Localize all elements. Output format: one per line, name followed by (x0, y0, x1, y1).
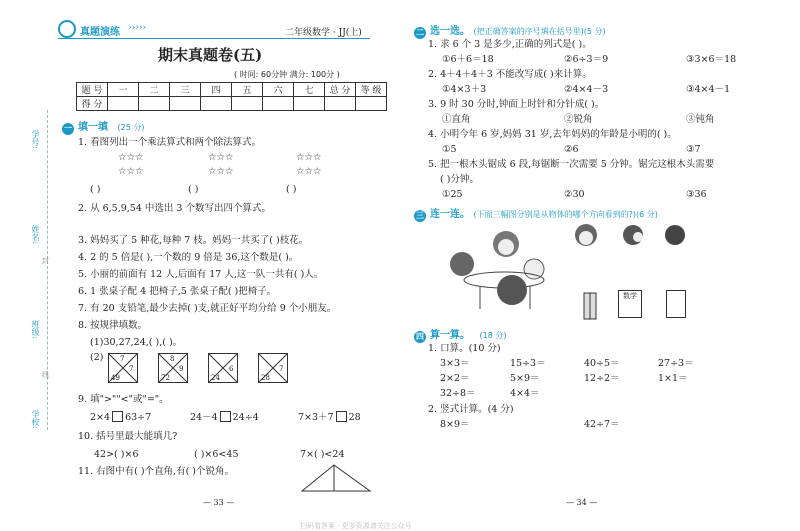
sidebar-mark: 线 (42, 371, 49, 379)
question: ( )分钟。 (440, 174, 479, 185)
score-cell: 五 (232, 83, 263, 97)
section-desc: (下面三幅图分别是从物体的哪个方向看到的?)(6 分) (473, 210, 658, 219)
calc-item: 32÷8＝ (440, 388, 476, 399)
option[interactable]: ③4×4－1 (686, 84, 731, 95)
section-desc: (把正确答案的序号填在括号里)(5 分) (473, 27, 606, 36)
sidebar-label-class: 班级: (31, 320, 40, 339)
score-input[interactable] (201, 97, 232, 111)
page-number: — 33 — (203, 498, 235, 507)
question: 5. 把一根木头锯成 6 段,每锯断一次需要 5 分钟。锯完这根木头需要 (428, 159, 715, 170)
section-title: 填一填 (78, 122, 108, 133)
option[interactable]: ①4×3＋3 (442, 84, 487, 95)
diagram-right: 6 (229, 365, 234, 373)
answer-blank[interactable]: ( ) (286, 184, 297, 195)
option[interactable]: ①5 (442, 144, 457, 155)
stars: ☆☆☆ (296, 166, 322, 177)
score-input[interactable] (263, 97, 294, 111)
calc-item: 42÷7＝ (584, 419, 620, 430)
calc-item: 3×3＝ (440, 358, 470, 369)
diagram-bottom: 24 (211, 374, 220, 382)
question: 1. 看图列出一个乘法算式和两个除法算式。 (78, 137, 262, 148)
compare-item: 24－4 24÷4 (190, 412, 259, 423)
score-cell: 三 (170, 83, 201, 97)
section-heading (414, 326, 506, 343)
score-table-row (77, 97, 387, 111)
section-title: 选一选。 (430, 26, 470, 37)
calc-item: 15÷3＝ (510, 358, 546, 369)
exam-subtitle: ( 时间: 60分钟 满分: 100分 ) (234, 70, 340, 79)
book-spine-icon (582, 292, 598, 320)
section-badge: 四 (416, 332, 424, 341)
option[interactable]: ①6＋6＝18 (442, 54, 494, 65)
calc-item: 8×9＝ (440, 419, 470, 430)
diagram-bottom: 72 (161, 374, 170, 382)
question: 4. 2 的 5 倍是( ),一个数的 9 倍是 36,这个数是( )。 (78, 252, 299, 263)
stars: ☆☆☆ (118, 152, 144, 163)
calc-item: 5×9＝ (510, 373, 540, 384)
section-badge: 三 (416, 211, 424, 220)
score-cell: 总 分 (325, 83, 356, 97)
header-rule (58, 38, 370, 39)
answer-blank[interactable]: ( ) (188, 184, 199, 195)
header-grade: 二年级数学 · JJ(上) (285, 28, 362, 38)
calc-item: 12÷2＝ (584, 373, 620, 384)
option[interactable]: ③7 (686, 144, 701, 155)
page-number: — 34 — (566, 498, 598, 507)
option[interactable]: ①直角 (442, 114, 471, 125)
question: 10. 括号里最大能填几? (78, 431, 178, 442)
score-input[interactable] (170, 97, 201, 111)
compare-box[interactable] (220, 411, 231, 422)
stars: ☆☆☆ (118, 166, 144, 177)
score-cell: 四 (201, 83, 232, 97)
footer-note: 扫码看答案 · 更多资源请关注公众号 (300, 522, 412, 530)
calc-item: 40÷5＝ (584, 358, 620, 369)
binding-line (47, 110, 48, 430)
score-cell: 二 (139, 83, 170, 97)
compare-item: 2×4 63÷7 (90, 412, 152, 423)
option[interactable]: ②6÷3＝9 (564, 54, 609, 65)
section-title: 算一算。 (430, 330, 470, 341)
question: 1. 口算。(10 分) (428, 343, 501, 354)
pattern-diagram (258, 353, 288, 383)
answer-blank[interactable]: ( ) (90, 184, 101, 195)
score-input[interactable] (356, 97, 387, 111)
score-input[interactable] (232, 97, 263, 111)
section-points: (18 分) (479, 331, 507, 340)
question: 5. 小丽的前面有 12 人,后面有 17 人,这一队一共有( )人。 (78, 269, 324, 280)
diagram-right: 7 (129, 365, 134, 373)
score-cell: 题 号 (77, 83, 108, 97)
stars: ☆☆☆ (208, 152, 234, 163)
answer-item: ( )×6<45 (194, 449, 239, 460)
option[interactable]: ③3×6＝18 (686, 54, 737, 65)
section-badge: 一 (64, 124, 72, 133)
diagram-bottom: 49 (111, 374, 120, 382)
pattern-diagram (108, 353, 138, 383)
score-input[interactable] (108, 97, 139, 111)
header-arrows: ››››› (128, 23, 146, 33)
question: 2. 竖式计算。(4 分) (428, 404, 514, 415)
page-title: 期末真题卷(五) (158, 46, 263, 64)
score-cell: 六 (263, 83, 294, 97)
option[interactable]: ①25 (442, 189, 463, 200)
question: 3. 妈妈买了 5 种花,每种 7 枝。妈妈一共买了( )枝花。 (78, 235, 309, 246)
answer-item: 42>( )×6 (94, 449, 139, 460)
option[interactable]: ③36 (686, 189, 707, 200)
stars: ☆☆☆ (296, 152, 322, 163)
book-label: 数学 (623, 292, 637, 300)
diagram-top: 7 (120, 355, 125, 363)
score-table (76, 82, 387, 111)
diagram-right: 9 (179, 365, 184, 373)
calc-item: 2×2＝ (440, 373, 470, 384)
kids-at-table-illustration (440, 224, 560, 314)
section-heading (414, 205, 658, 222)
question: 7. 有 20 支铅笔,最少去掉( )支,就正好平均分给 9 个小朋友。 (78, 303, 337, 314)
score-input[interactable] (325, 97, 356, 111)
side-view-icon (620, 222, 646, 248)
score-table-row (77, 83, 387, 97)
question: 4. 小明今年 6 岁,妈妈 31 岁,去年妈妈的年龄是小明的( )。 (428, 129, 677, 140)
score-input[interactable] (139, 97, 170, 111)
compare-box[interactable] (336, 411, 347, 422)
question: 2. 4＋4＋4＋3 不能改写成( )来计算。 (428, 69, 592, 80)
diagram-bottom: 28 (261, 374, 270, 382)
question: (1)30,27,24,( ),( )。 (90, 337, 183, 348)
section-points: (25 分) (117, 123, 145, 132)
question: 8. 按规律填数。 (78, 320, 148, 331)
section-title: 连一连。 (430, 209, 470, 220)
sidebar-mark: 封 (42, 257, 49, 265)
question: 9. 填">""<"或"="。 (78, 394, 169, 405)
section-badge: 二 (416, 28, 424, 37)
score-input[interactable] (294, 97, 325, 111)
option[interactable]: ②4×4－3 (564, 84, 609, 95)
calc-item: 27÷3＝ (658, 358, 694, 369)
front-view-icon (572, 222, 600, 248)
score-cell: 七 (294, 83, 325, 97)
score-cell: 得 分 (77, 97, 108, 111)
option[interactable]: ②6 (564, 144, 579, 155)
pattern-diagram (158, 353, 188, 383)
sidebar-label-school: 学校: (31, 410, 40, 429)
option[interactable]: ②锐角 (564, 114, 593, 125)
header-tag: 真题演练 (80, 27, 120, 38)
calc-item: 4×4＝ (510, 388, 540, 399)
book-back (666, 290, 686, 318)
book-cover (618, 290, 642, 318)
answer-item: 7×( )<24 (300, 449, 345, 460)
section-heading (414, 22, 606, 39)
score-cell: 一 (108, 83, 139, 97)
question: 1. 求 6 个 3 是多少,正确的列式是( )。 (428, 39, 592, 50)
section-heading (62, 118, 144, 135)
question: 6. 1 张桌子配 4 把椅子,5 张桌子配( )把椅子。 (78, 286, 277, 297)
header-logo (58, 20, 76, 38)
diagram-top: 8 (170, 355, 175, 363)
diagram-right: 7 (279, 365, 284, 373)
compare-item: 7×3＋7 28 (298, 412, 361, 423)
question: 11. 右图中有( )个直角,有( )个锐角。 (78, 466, 235, 477)
sidebar-label-id: 学号: (31, 130, 40, 149)
pattern-diagram (208, 353, 238, 383)
sidebar-label-name: 姓名: (31, 225, 40, 244)
calc-item: 1×1＝ (658, 373, 688, 384)
question: 2. 从 6,5,9,54 中选出 3 个数写出四个算式。 (78, 203, 271, 214)
option[interactable]: ③钝角 (686, 114, 715, 125)
compare-box[interactable] (112, 411, 123, 422)
question: 3. 9 时 30 分时,钟面上时针和分针成( )。 (428, 99, 605, 110)
back-view-icon (664, 222, 686, 248)
triangle-figure (300, 463, 372, 493)
question: (2) (90, 352, 104, 363)
option[interactable]: ②30 (564, 189, 585, 200)
stars: ☆☆☆ (208, 166, 234, 177)
score-cell: 等 级 (356, 83, 387, 97)
